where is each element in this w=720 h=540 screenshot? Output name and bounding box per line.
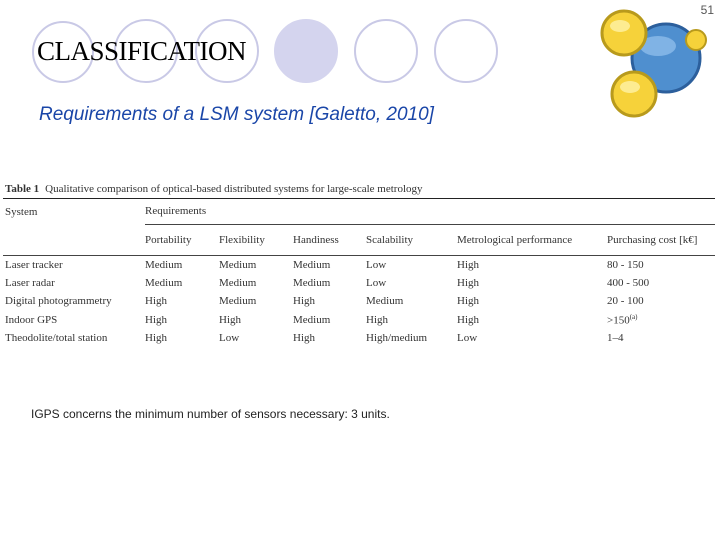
table-cell: 80 - 150 [607, 259, 644, 272]
table-cell: High [145, 313, 167, 326]
table-cell: Medium [145, 259, 183, 272]
table-cell: High [366, 313, 388, 326]
table-column-header-row [3, 225, 715, 255]
table-row [3, 311, 715, 329]
table-cell: High [457, 313, 479, 326]
table-cell: Medium [145, 277, 183, 290]
comparison-table [3, 180, 715, 347]
table-caption [5, 180, 715, 198]
decorative-circle-filled [274, 19, 338, 83]
table-cell: 20 - 100 [607, 295, 644, 308]
table-row [3, 292, 715, 310]
table-cell: High [219, 313, 241, 326]
table-cell: Low [366, 277, 387, 290]
column-header: Portability [145, 234, 192, 246]
slide-number: 51 [700, 3, 714, 17]
table-cell: High/medium [366, 331, 428, 344]
table-cell: 400 - 500 [607, 277, 650, 290]
table-cell: Medium [366, 295, 404, 308]
table-row [3, 329, 715, 347]
table-cell: Medium [293, 259, 331, 272]
decorative-circle [434, 19, 498, 83]
molecule-logo-icon [596, 6, 720, 118]
column-header: Handiness [293, 234, 339, 246]
table-cell: High [293, 331, 315, 344]
table-cell: Low [457, 331, 478, 344]
footnote-text: IGPS concerns the minimum number of sensors necessary: 3 units. [31, 407, 390, 421]
column-header: Scalability [366, 234, 414, 246]
table-cell-system: Theodolite/total station [5, 331, 108, 344]
table-cell-cost: >150 [607, 314, 630, 327]
table-cell: High [457, 295, 479, 308]
table-row [3, 274, 715, 292]
requirements-header-group [145, 199, 715, 225]
table-cell: High [457, 259, 479, 272]
column-header: Purchasing cost [k€] [607, 234, 698, 246]
table-cell: Medium [293, 277, 331, 290]
footnote-marker: (a) [629, 312, 638, 321]
table-cell-system: Laser radar [5, 277, 55, 290]
column-header: Flexibility [219, 234, 265, 246]
table-cell: Medium [293, 313, 331, 326]
slide-subtitle: Requirements of a LSM system [Galetto, 2010] [39, 104, 434, 125]
table-cell: High [293, 295, 315, 308]
table-cell: Low [366, 259, 387, 272]
system-header: System [5, 206, 38, 218]
table-cell-system: Indoor GPS [5, 313, 58, 326]
decorative-circle [354, 19, 418, 83]
table-cell: Medium [219, 277, 257, 290]
table-cell [607, 313, 715, 327]
column-header: Metrological performance [457, 234, 573, 246]
table-row [3, 256, 715, 274]
table-cell: High [145, 331, 167, 344]
table-label: Table 1 [5, 183, 40, 195]
slide-title: CLASSIFICATION [37, 36, 247, 66]
table-header-row [3, 199, 715, 225]
requirements-header: Requirements [145, 205, 207, 217]
table-cell: Medium [219, 295, 257, 308]
table-cell: Low [219, 331, 240, 344]
table-cell-system: Digital photogrammetry [5, 295, 112, 308]
requirements-rule [145, 224, 715, 225]
table-caption-text: Qualitative comparison of optical-based distributed systems for large-scale metrology [45, 183, 423, 195]
table-cell: High [457, 277, 479, 290]
table-cell: High [145, 295, 167, 308]
table-cell-system: Laser tracker [5, 259, 63, 272]
table-cell: Medium [219, 259, 257, 272]
table-cell: 1–4 [607, 331, 624, 344]
